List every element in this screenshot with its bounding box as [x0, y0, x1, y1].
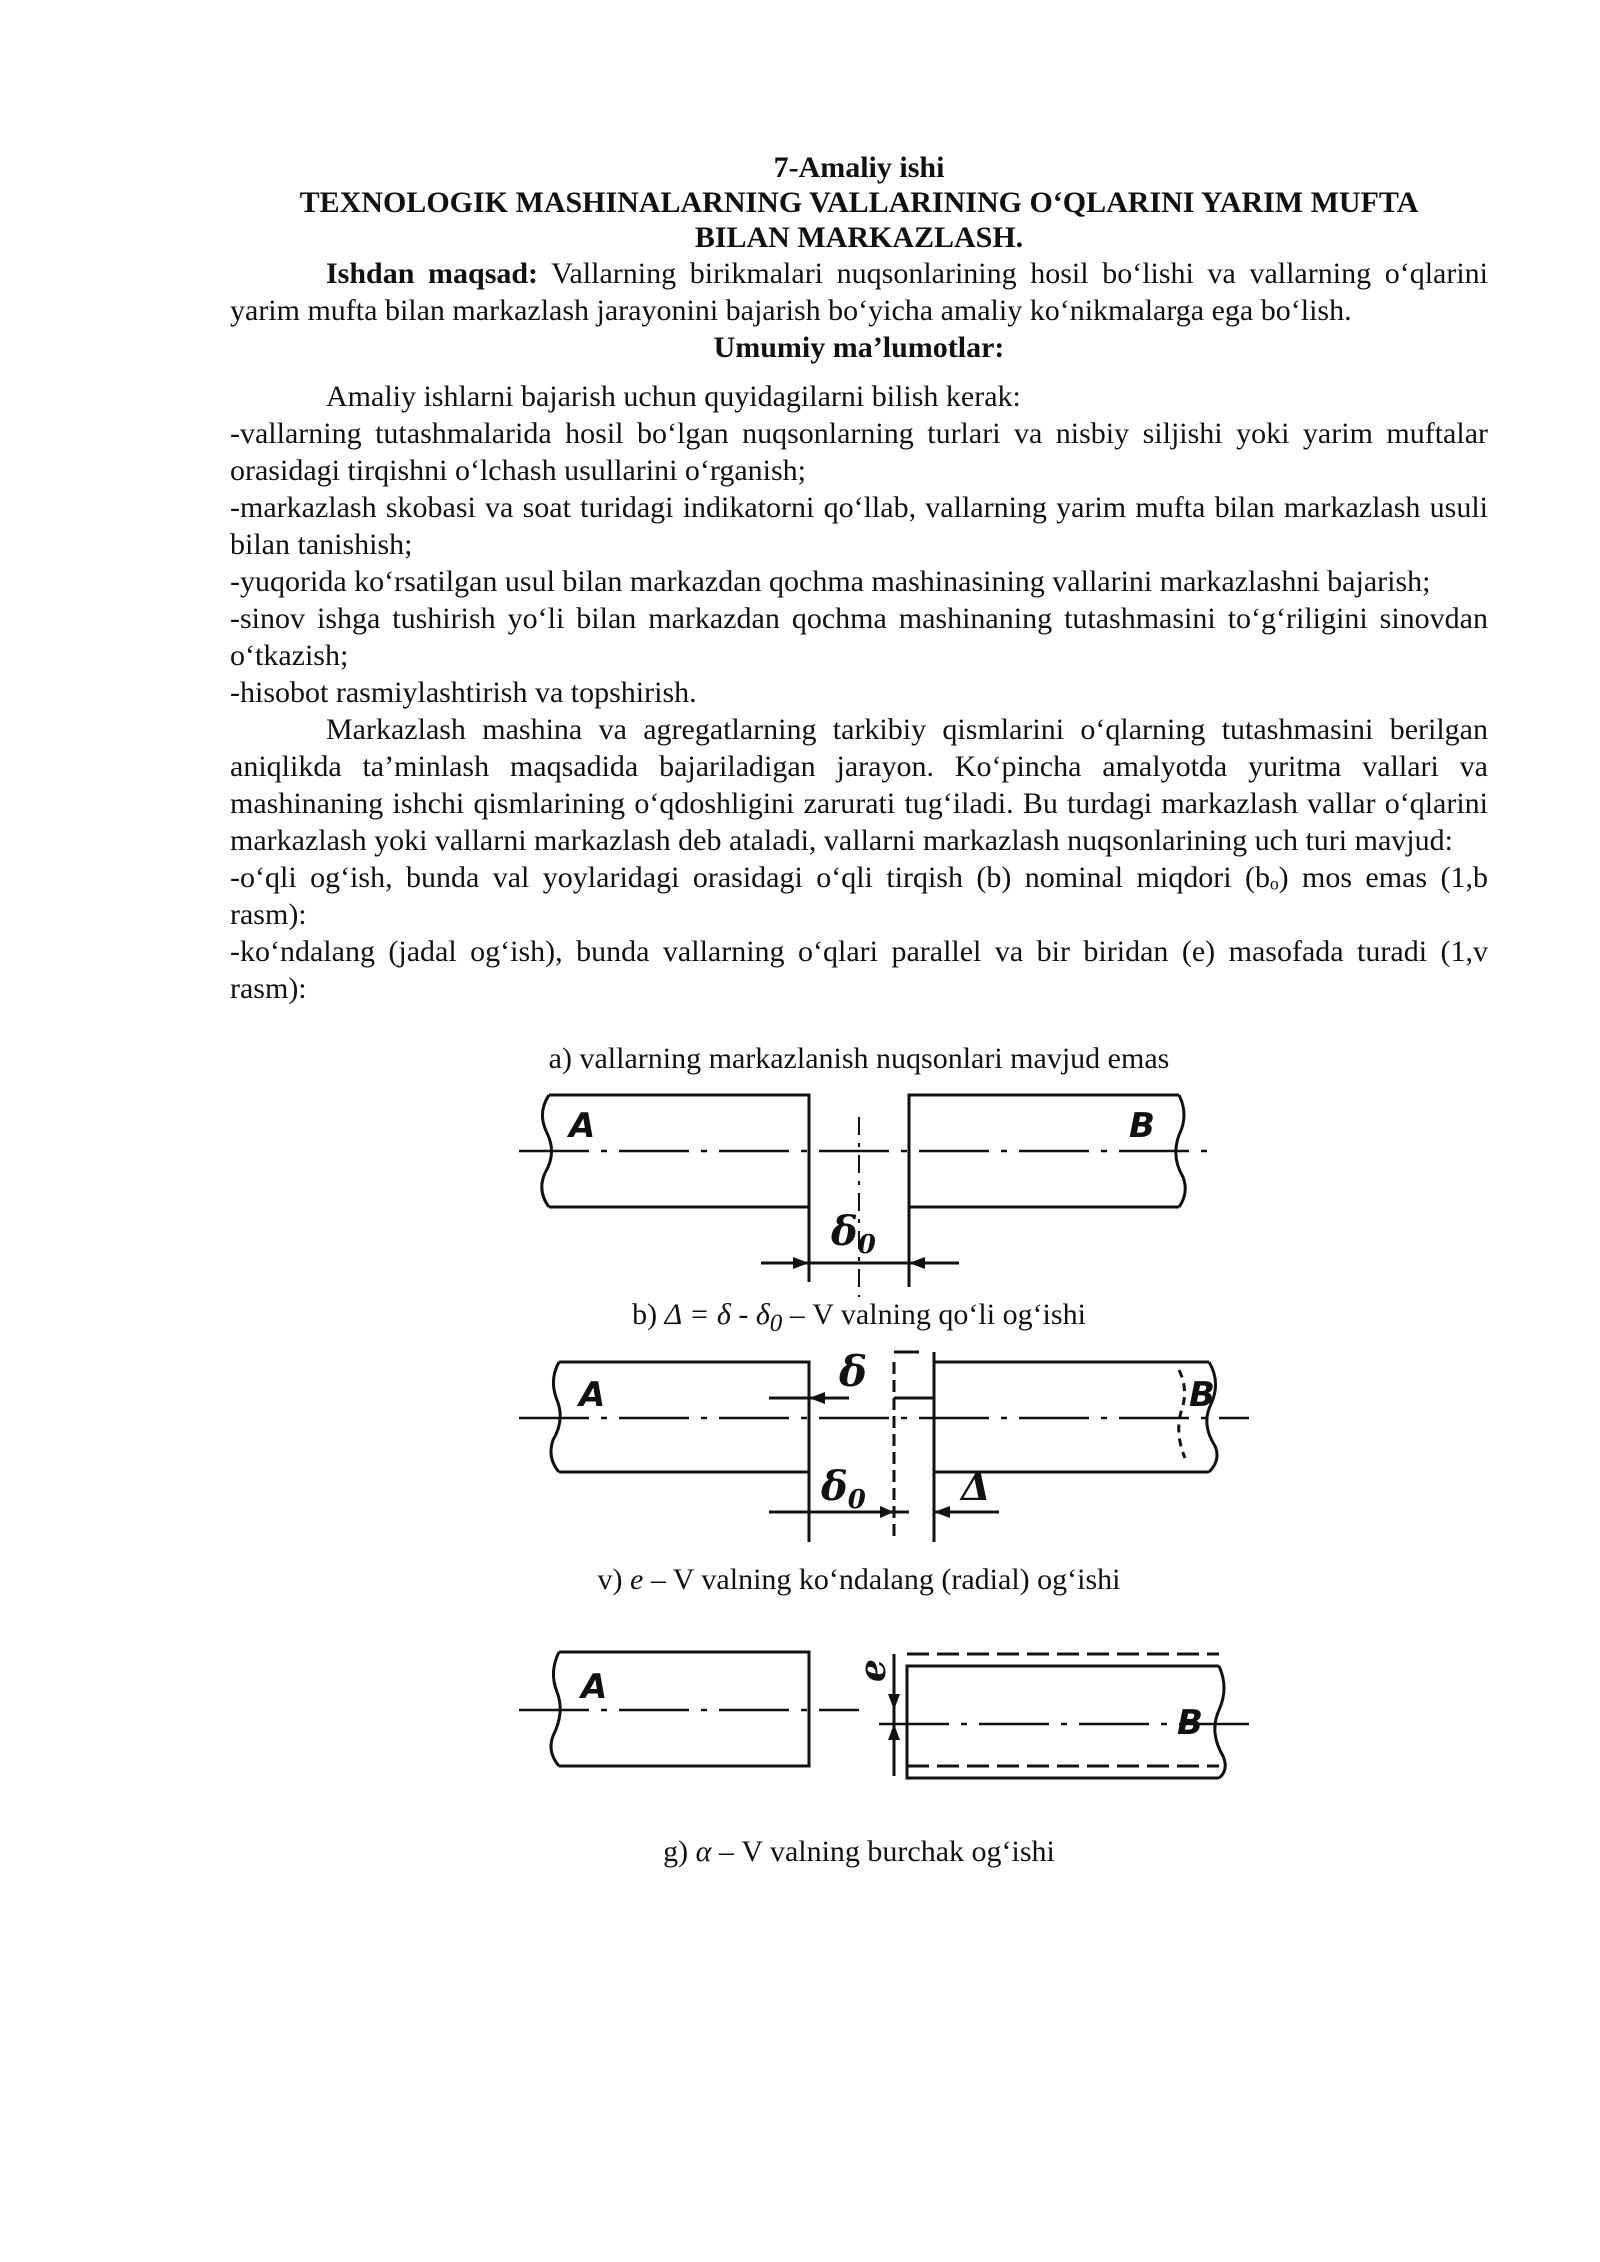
- list-item: -vallarning tutashmalarida hosil bo‘lgan nuqsonlarning turlari va nisbiy siljishi yoki yarim muftalar orasidagi tirqishni o‘lchash usullarini o‘rganish;: [230, 417, 1488, 487]
- defect-radial: -ko‘ndalang (jadal og‘ish), bunda vallarning o‘qlari parallel va bir biridan (e) masofada turadi (1,v rasm):: [230, 935, 1488, 1005]
- figure-v-radial-offset: [389, 1646, 1329, 1806]
- label-b: B: [1189, 1375, 1215, 1415]
- label-delta0: $\delta_0$: [831, 1208, 876, 1260]
- label-a: A: [579, 1375, 606, 1415]
- figure-b-axial-offset: [389, 1342, 1329, 1562]
- figure-b-caption: b) $\Delta = \delta - \delta_0 - V$ valning qo‘li og‘ishi: [632, 1298, 1086, 1337]
- label-b: B: [1129, 1106, 1155, 1146]
- general-intro: Amaliy ishlarni bajarish uchun quyidagilarni bilish kerak:: [326, 380, 1021, 413]
- list-item: -yuqorida ko‘rsatilgan usul bilan markazdan qochma mashinasining vallarini markazlashni bajarish;: [230, 565, 1431, 598]
- goal-text: Vallarning birikmalari nuqsonlarining hosil bo‘lishi va vallarning o‘qlarini yarim mufta bilan markazlash jarayonini bajarish bo‘yicha amaliy ko‘nikmalarga ega bo‘lish.: [230, 257, 1489, 327]
- label-a: A: [569, 1106, 596, 1146]
- general-heading: Umumiy ma’lumotlar:: [713, 331, 1005, 364]
- label-delta: δ: [839, 1347, 868, 1396]
- goal-label: Ishdan maqsad:: [326, 257, 539, 290]
- practical-work-number: 7-Amaliy ishi: [773, 151, 945, 184]
- list-item: -hisobot rasmiylashtirish va topshirish.: [230, 676, 697, 709]
- list-item: -sinov ishga tushirish yo‘li bilan markazdan qochma mashinaning tutashmasini to‘g‘riligini sinovdan o‘tkazish;: [230, 602, 1488, 672]
- figure-a-caption: a) vallarning markazlanish nuqsonlari mavjud emas: [548, 1042, 1170, 1075]
- shaft-b-outline: [907, 1666, 1219, 1778]
- label-capital-delta: Δ: [961, 1464, 991, 1509]
- document-page: [230, 150, 1488, 1870]
- page-title-line1: TEXNOLOGIK MASHINALARNING VALLARINING O‘QLARINI YARIM MUFTA: [299, 186, 1419, 219]
- centering-paragraph: Markazlash mashina va agregatlarning tarkibiy qismlarini o‘qlarning tutashmasini berilgan aniqlikda ta’minlash maqsadida bajariladigan jarayon. Ko‘pincha amalyotda yuritma vallari va mashinaning ishchi qismlarining o‘qdoshligini zarurati tug‘iladi. Bu turdagi markazlash vallar o‘qlarini markazlash yoki vallarni markazlash deb ataladi, vallarni markazlash nuqsonlarining uch turi mavjud:: [230, 713, 1488, 857]
- figure-v-caption: v) e – V valning ko‘ndalang (radial) og‘ishi: [597, 1563, 1121, 1596]
- label-a: A: [581, 1667, 608, 1707]
- figure-a-shafts-aligned: [389, 1077, 1329, 1297]
- page-title-line2: BILAN MARKAZLASH.: [694, 221, 1024, 254]
- label-b: B: [1177, 1703, 1203, 1743]
- defect-axial: -o‘qli og‘ish, bunda val yoylaridagi orasidagi o‘qli tirqish (b) nominal miqdori (bₒ) mos emas (1,b rasm):: [230, 861, 1488, 931]
- label-e: e: [852, 1659, 894, 1682]
- goal-paragraph: [230, 255, 1488, 329]
- list-item: -markazlash skobasi va soat turidagi indikatorni qo‘llab, vallarning yarim mufta bilan markazlash usuli bilan tanishish;: [230, 491, 1488, 561]
- figure-g-caption: g) α – V valning burchak og‘ishi: [663, 1835, 1055, 1868]
- label-delta0: $\delta_0$: [821, 1463, 866, 1515]
